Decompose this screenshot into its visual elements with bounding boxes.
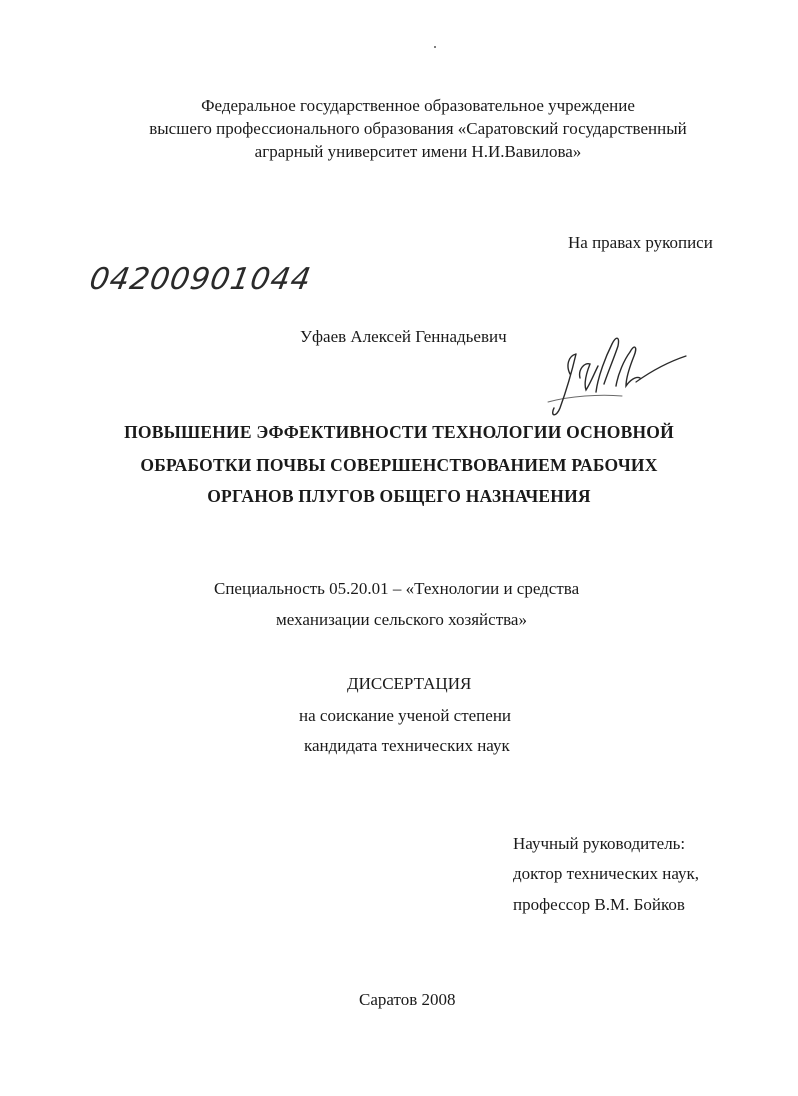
handwritten-signature-icon — [540, 326, 690, 426]
title-line: ОРГАНОВ ПЛУГОВ ОБЩЕГО НАЗНАЧЕНИЯ — [207, 486, 591, 506]
title-line: ПОВЫШЕНИЕ ЭФФЕКТИВНОСТИ ТЕХНОЛОГИИ ОСНОВНОЙ — [124, 422, 674, 442]
institution-line: высшего профессионального образования «Саратовский государственный — [149, 119, 687, 138]
degree-line: на соискание ученой степени — [299, 706, 512, 725]
supervisor-line: доктор технических наук, — [513, 864, 700, 883]
city-year: Саратов 2008 — [359, 990, 456, 1009]
specialty-line: Специальность 05.20.01 – «Технологии и средства — [214, 579, 580, 598]
manuscript-rights: На правах рукописи — [568, 233, 713, 252]
registration-number: 04200901044 — [86, 262, 315, 297]
scan-speck — [434, 46, 436, 48]
supervisor-line: профессор В.М. Бойков — [513, 895, 685, 914]
specialty-line: механизации сельского хозяйства» — [276, 610, 527, 629]
institution-line: Федеральное государственное образовательное учреждение — [201, 96, 635, 115]
degree-line: кандидата технических наук — [304, 736, 510, 755]
author-name: Уфаев Алексей Геннадьевич — [300, 327, 507, 346]
institution-line: аграрный университет имени Н.И.Вавилова» — [254, 142, 582, 161]
title-line: ОБРАБОТКИ ПОЧВЫ СОВЕРШЕНСТВОВАНИЕМ РАБОЧИХ — [140, 455, 658, 475]
dissertation-heading: ДИССЕРТАЦИЯ — [347, 674, 472, 693]
supervisor-line: Научный руководитель: — [513, 834, 686, 853]
